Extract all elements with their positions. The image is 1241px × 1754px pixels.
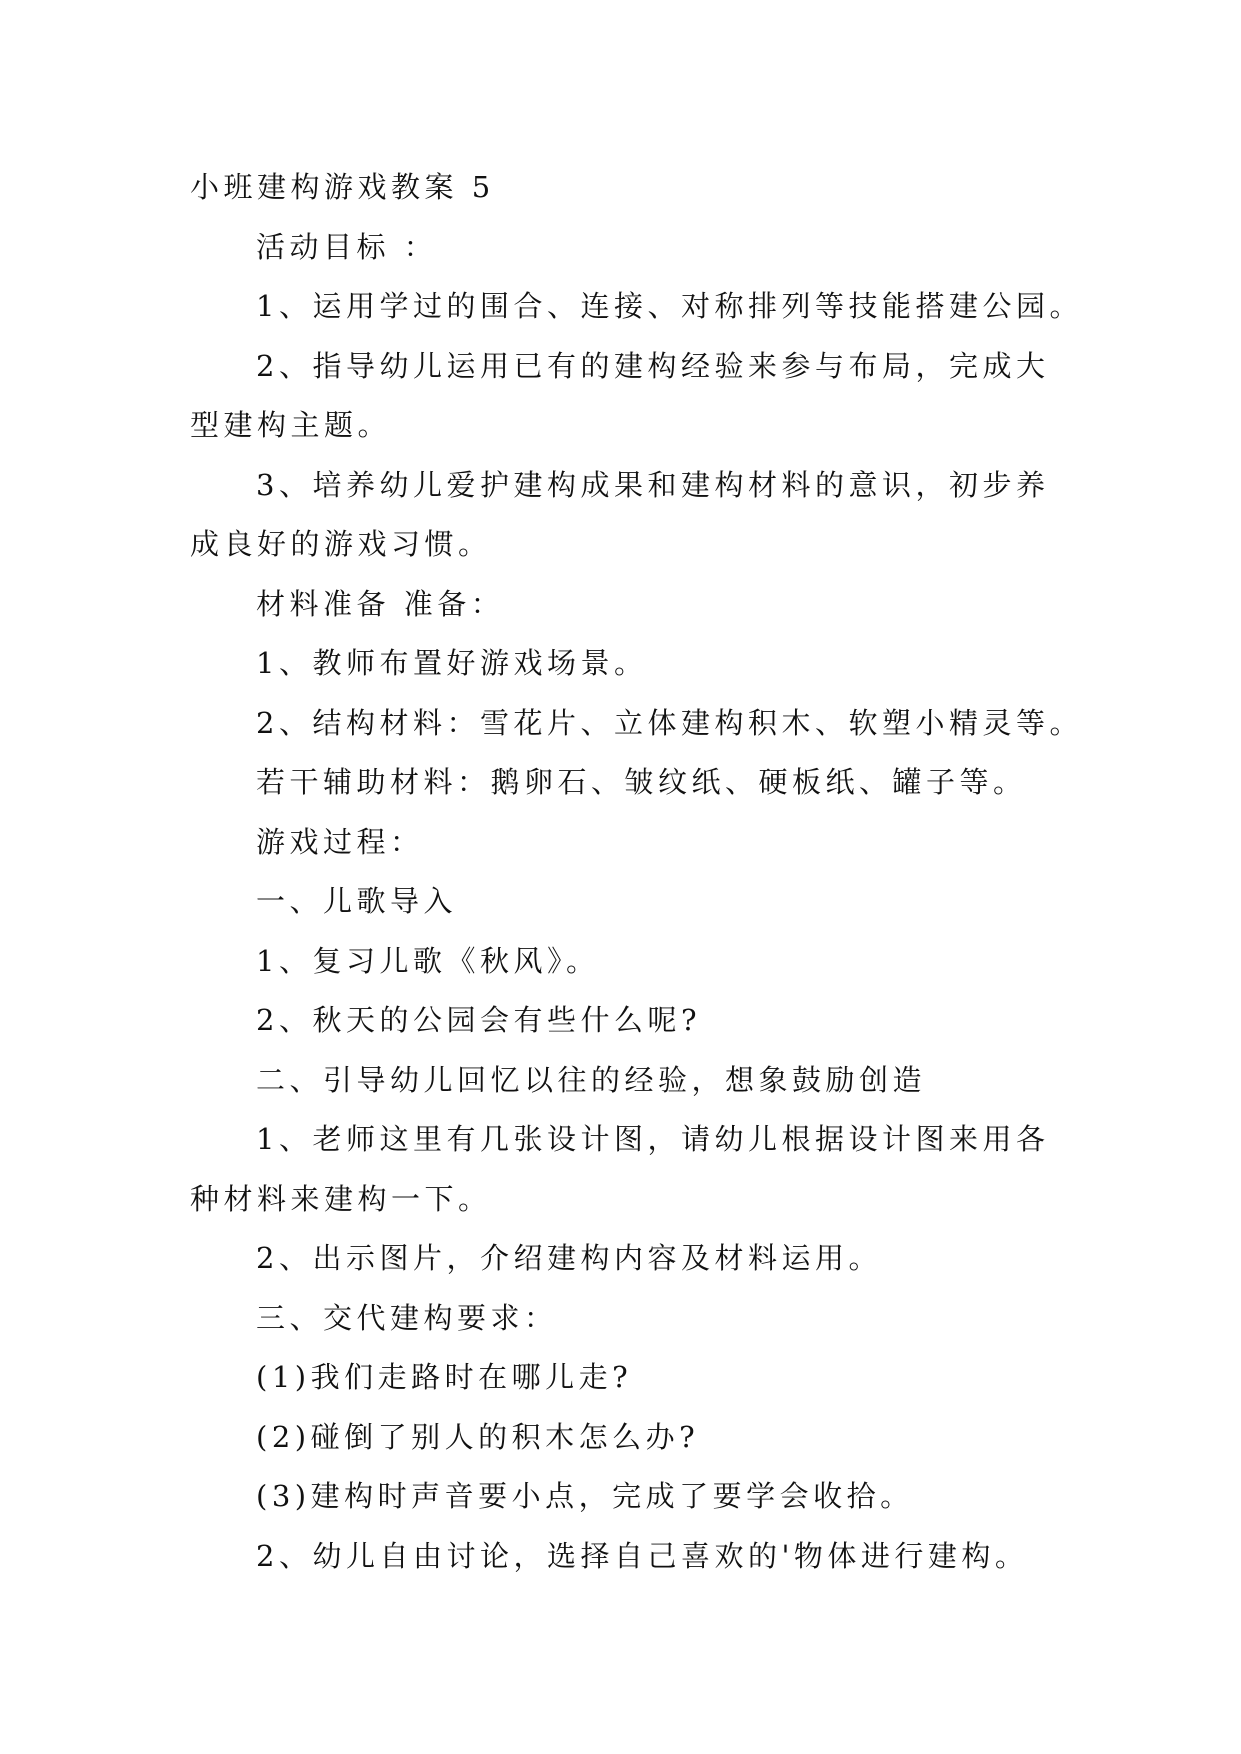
paragraph-line: 二、引导幼儿回忆以往的经验，想象鼓励创造: [256, 1063, 927, 1097]
paragraph-line: 1、老师这里有几张设计图，请幼儿根据设计图来用各: [256, 1122, 1050, 1156]
paragraph-line: 成良好的游戏习惯。: [190, 527, 492, 561]
paragraph-line: 2、结构材料：雪花片、立体建构积木、软塑小精灵等。: [256, 706, 1083, 740]
paragraph-line: 2、幼儿自由讨论，选择自己喜欢的'物体进行建构。: [256, 1539, 1029, 1573]
paragraph-line: 型建构主题。: [190, 408, 392, 442]
paragraph-line: 1、教师布置好游戏场景。: [256, 646, 648, 680]
paragraph-line: 游戏过程：: [256, 825, 424, 859]
paragraph-line: 活动目标 ：: [256, 230, 438, 264]
paragraph-line: 2、出示图片，介绍建构内容及材料运用。: [256, 1241, 882, 1275]
paragraph-line: 2、指导幼儿运用已有的建构经验来参与布局，完成大: [256, 349, 1050, 383]
document-title: 小班建构游戏教案 5: [190, 170, 495, 204]
paragraph-line: (2)碰倒了别人的积木怎么办?: [256, 1420, 700, 1454]
paragraph-line: (1)我们走路时在哪儿走?: [256, 1360, 633, 1394]
paragraph-line: 一、儿歌导入: [256, 884, 458, 918]
paragraph-line: 1、运用学过的围合、连接、对称排列等技能搭建公园。: [256, 289, 1083, 323]
paragraph-line: 若干辅助材料：鹅卵石、皱纹纸、硬板纸、罐子等。: [256, 765, 1027, 799]
paragraph-line: 材料准备 准备：: [256, 587, 505, 621]
paragraph-line: (3)建构时声音要小点，完成了要学会收拾。: [256, 1479, 914, 1513]
paragraph-line: 1、复习儿歌《秋风》。: [256, 944, 600, 978]
paragraph-line: 2、秋天的公园会有些什么呢?: [256, 1003, 701, 1037]
paragraph-line: 种材料来建构一下。: [190, 1182, 492, 1216]
paragraph-line: 三、交代建构要求：: [256, 1301, 558, 1335]
paragraph-line: 3、培养幼儿爱护建构成果和建构材料的意识，初步养: [256, 468, 1050, 502]
